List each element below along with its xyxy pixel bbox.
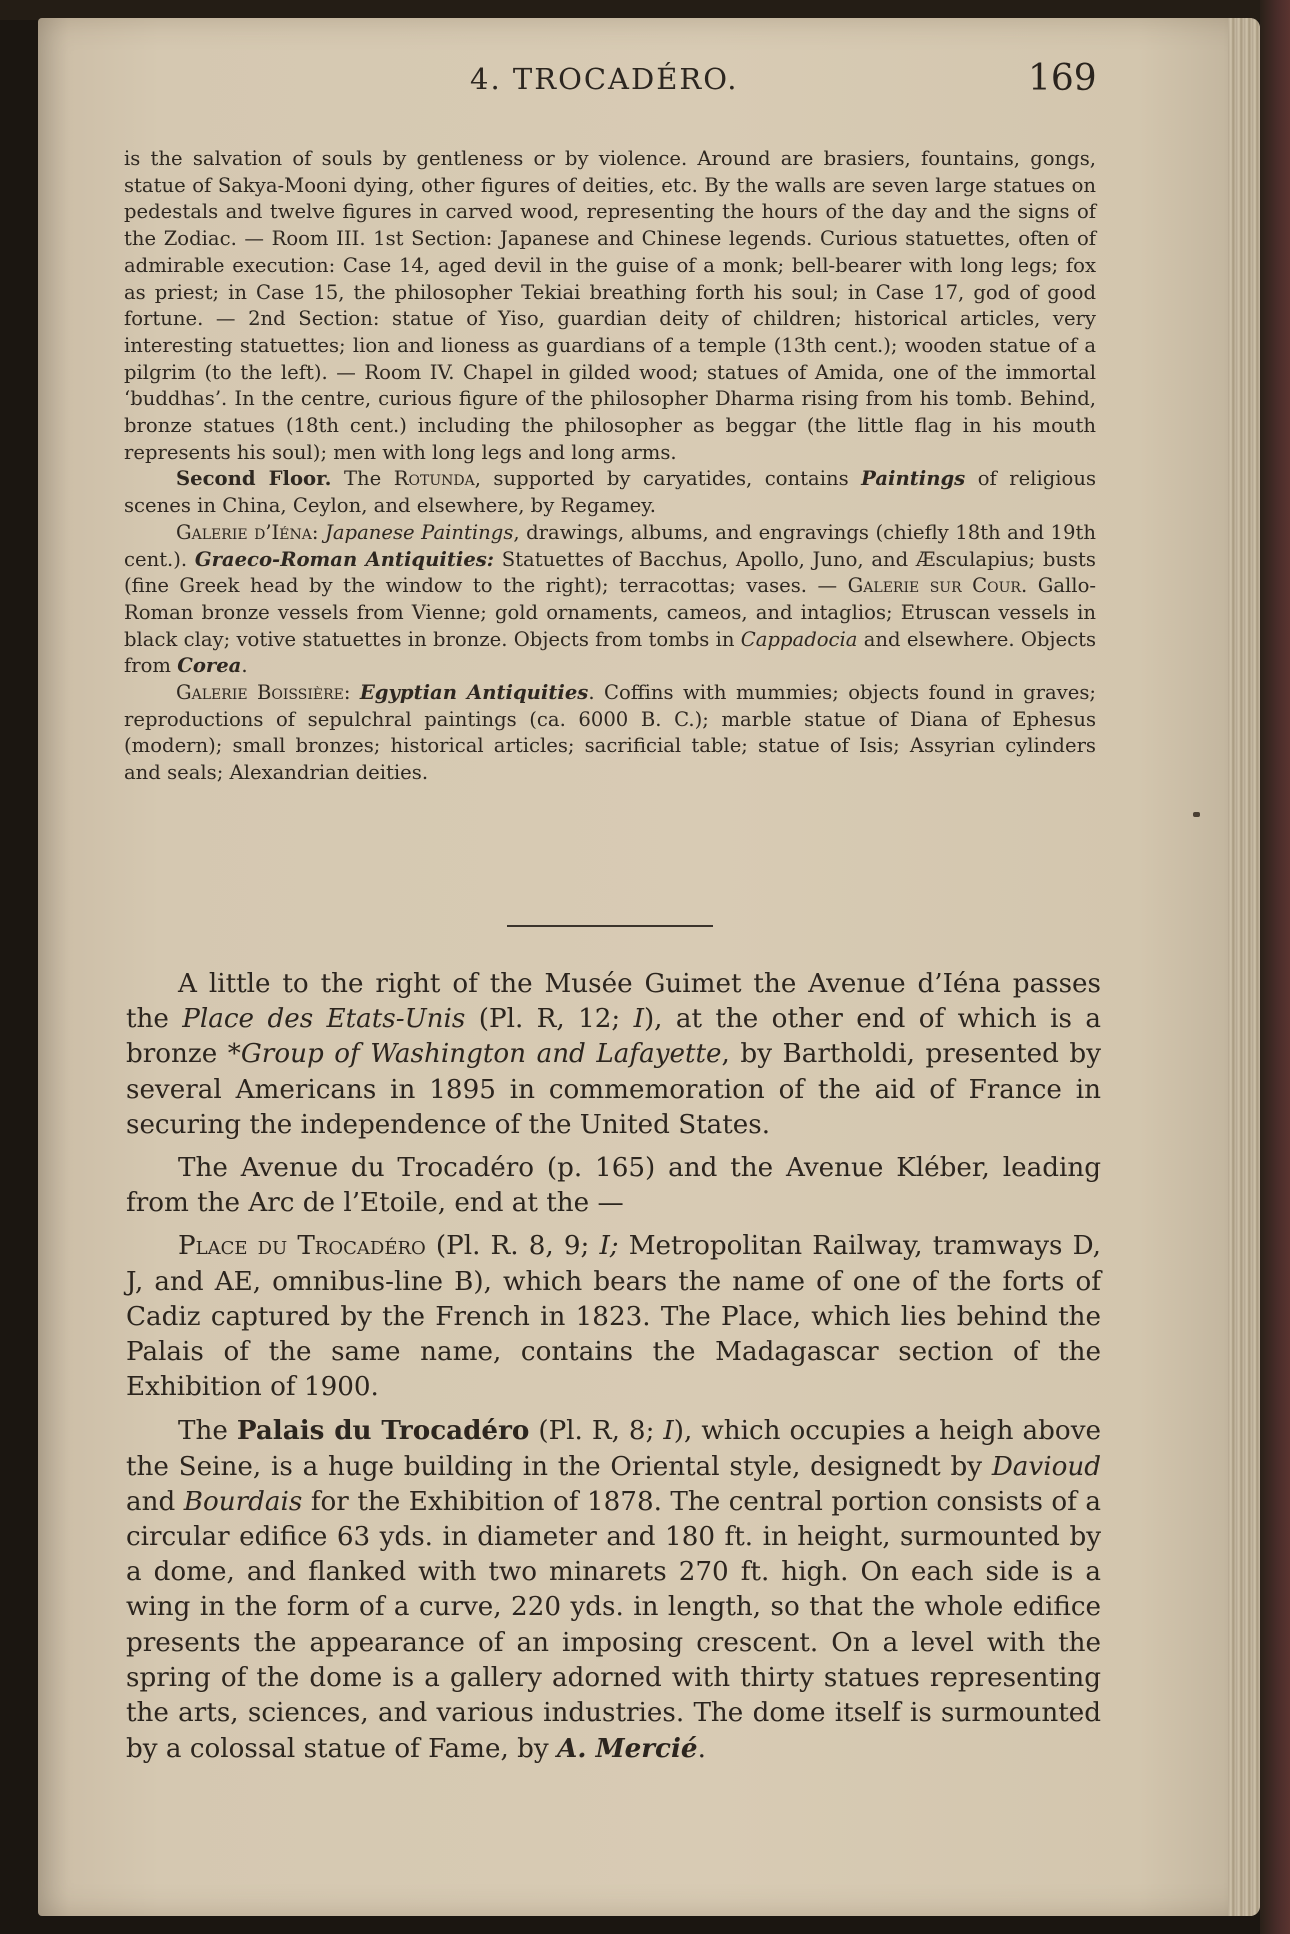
text-run: The xyxy=(178,1416,237,1447)
book-cover-edge xyxy=(1260,0,1290,1934)
text-run: Galerie sur Cour xyxy=(847,574,1021,598)
text-run: Corea xyxy=(177,654,242,678)
page-number: 169 xyxy=(1028,58,1097,99)
text-run: (Pl. R. 8, 9; xyxy=(425,1231,600,1262)
text-run: (Pl. R, 8; xyxy=(529,1416,664,1447)
text-run: Second Floor. xyxy=(176,467,332,491)
text-run: , by Bartholdi, presented by several Americans in 1895 in commemoration of the aid of France in securing the independence of the United States. xyxy=(126,1039,1101,1140)
small-paragraph xyxy=(124,466,1096,519)
text-run: ), at the other end of which is a bronze * xyxy=(126,1004,1101,1070)
text-run: Statuettes of Bacchus, Apollo, Juno, and Æsculapius; busts (fine Greek head by the window to the right); terracottas; vases. — xyxy=(124,547,1096,598)
text-run: is the salvation of souls by gentleness or by violence. Around are brasiers, fountains, gongs, statue of Sakya-Mooni dying, other figures of deities, etc. By the walls are seven large statues on pedestals and twelve figures in carved wood, representing the hours of the day and the signs of the Zodiac. — Room III. 1st Section: Japanese and Chinese legends. Curious statuettes, often of admirable execution: Case 14, aged devil in the guise of a monk; bell-bearer with long legs; fox as priest; in Case 15, the philosopher Tekiai breathing forth his soul; in Case 17, god of good fortune. — 2nd Section: statue of Yiso, guardian deity of children; historical articles, very interesting statuettes; lion and lioness as guardians of a temple (13th cent.); wooden statue of a pilgrim (to the left). — Room IV. Chapel in gilded wood; statues of Amida, one of the immortal ‘buddhas’. In the centre, curious figure of the philosopher Dharma rising from his tomb. Behind, bronze statues (18th cent.) including the philosopher as beggar (the little flag in his mouth represents his soul); men with long legs and long arms. xyxy=(124,147,1096,464)
text-run: Galerie Boissière xyxy=(176,681,344,705)
ink-speck xyxy=(1193,812,1200,817)
text-run: Bourdais xyxy=(183,1486,303,1517)
text-run: Rotunda xyxy=(393,467,475,491)
text-run: , drawings, albums, and engravings (chiefly 18th and 19th cent.). xyxy=(124,520,1096,571)
paragraph xyxy=(126,1413,1101,1767)
text-run: : xyxy=(343,681,360,705)
main-text-section xyxy=(126,967,1101,1775)
small-paragraph xyxy=(124,520,1096,680)
small-paragraph xyxy=(124,146,1096,466)
text-run: and elsewhere. Objects from xyxy=(124,627,1096,678)
text-run: . xyxy=(241,654,248,678)
text-run: . xyxy=(697,1734,706,1765)
text-run: Galerie d’Iéna xyxy=(176,520,312,544)
section-divider xyxy=(507,925,713,927)
text-run: , supported by caryatides, contains xyxy=(474,467,862,491)
small-print-section xyxy=(124,146,1096,787)
text-run: Graeco-Roman Antiquities: xyxy=(194,547,495,571)
text-run: I xyxy=(633,1004,644,1035)
text-run: Davioud xyxy=(991,1451,1101,1482)
text-run: The Avenue du Trocadéro (p. 165) and the Avenue Kléber, leading from the Arc de l’Etoile, end at the — xyxy=(126,1153,1101,1219)
paragraph xyxy=(126,967,1101,1143)
text-run: Place du Trocadéro xyxy=(178,1231,426,1262)
text-run: I xyxy=(663,1416,674,1447)
text-run: and xyxy=(126,1486,184,1517)
text-run: (Pl. R, 12; xyxy=(465,1004,634,1035)
text-run: The xyxy=(331,467,394,491)
page-stack-edge xyxy=(1228,18,1260,1916)
text-run: Cappadocia xyxy=(740,627,858,651)
paragraph xyxy=(126,1229,1101,1405)
text-run: Metropolitan Railway, tramways D, J, and AE, omnibus-line B), which bears the name of one of the forts of Cadiz captured by the French in 1823. The Place, which lies behind the Palais of the same name, contains the Madagascar section of the Exhibition of 1900. xyxy=(126,1231,1101,1403)
text-run: of religious scenes in China, Ceylon, and elsewhere, by Regamey. xyxy=(124,467,1096,518)
text-run: Egyptian Antiquities xyxy=(359,681,589,705)
text-run: Japanese Paintings xyxy=(325,520,514,544)
text-run: Palais du Trocadéro xyxy=(236,1415,530,1447)
paragraph xyxy=(126,1151,1101,1221)
text-run: . Gallo-Roman bronze vessels from Vienne; gold ornaments, cameos, and intaglios; Etruscan vessels in black clay; votive statuettes in bronze. Objects from tombs in xyxy=(124,574,1096,651)
text-run: ), which occupies a heigh above the Seine, is a huge building in the Oriental style, designedt by xyxy=(126,1416,1101,1482)
text-run: for the Exhibition of 1878. The central portion consists of a circular edifice 63 yds. in diameter and 180 ft. in height, surmounted by a dome, and flanked with two minarets 270 ft. high. On each side is a wing in the form of a curve, 220 yds. in length, so that the whole edifice presents the appearance of an imposing crescent. On a level with the spring of the dome is a gallery adorned with thirty statues representing the arts, sciences, and various industries. The dome itself is surmounted by a colossal statue of Fame, by xyxy=(126,1486,1101,1765)
text-run: I; xyxy=(599,1231,619,1262)
text-run: A. Mercié xyxy=(557,1733,698,1765)
text-run: Group of Washington and Lafayette xyxy=(240,1039,722,1070)
text-run: Paintings xyxy=(861,467,966,491)
text-run: Place des Etats-Unis xyxy=(182,1004,466,1035)
scan-top-border xyxy=(0,0,1290,20)
small-paragraph xyxy=(124,680,1096,787)
text-run: . Coffins with mummies; objects found in graves; reproductions of sepulchral paintings (ca. 6000 B. C.); marble statue of Diana of Ephesus (modern); small bronzes; historical articles; sacrificial table; statue of Isis; Assyrian cylinders and seals; Alexandrian deities. xyxy=(124,681,1096,785)
text-run: A little to the right of the Musée Guimet the Avenue d’Iéna passes the xyxy=(126,969,1101,1035)
text-run: : xyxy=(311,520,325,544)
running-title: 4. TROCADÉRO. xyxy=(470,62,739,96)
